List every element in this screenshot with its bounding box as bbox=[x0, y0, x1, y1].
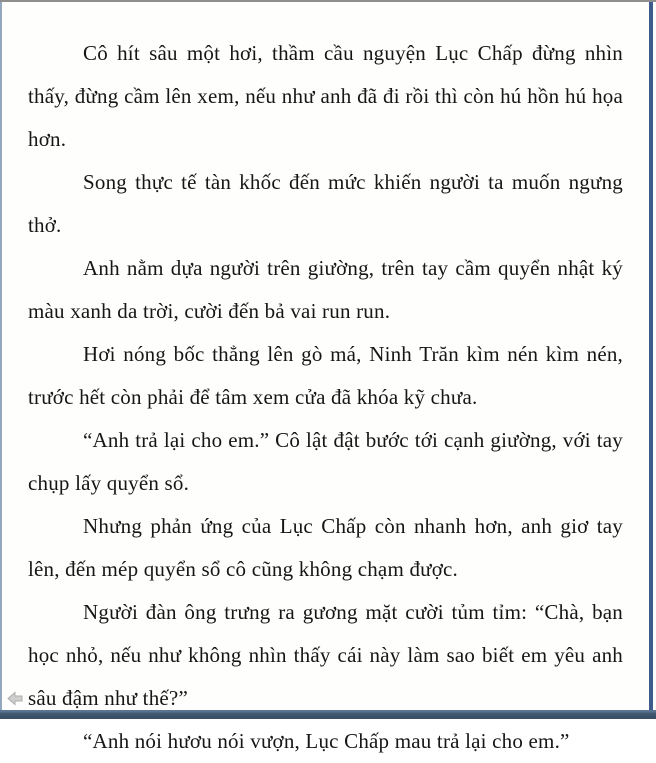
paragraph: Hơi nóng bốc thẳng lên gò má, Ninh Trăn kìm nén kìm nén, trước hết còn phải để tâm xem cửa đã khóa kỹ chưa. bbox=[28, 342, 623, 409]
frame-right-border bbox=[649, 2, 653, 710]
paragraph: Nhưng phản ứng của Lục Chấp còn nhanh hơn, anh giơ tay lên, đến mép quyển sổ cô cũng không chạm được. bbox=[28, 514, 623, 581]
back-arrow-icon[interactable] bbox=[7, 691, 24, 706]
paragraph: Người đàn ông trưng ra gương mặt cười tủm tỉm: “Chà, bạn học nhỏ, nếu như không nhìn thấy cái này làm sao biết em yêu anh sâu đậm như thế?” bbox=[28, 600, 623, 710]
paragraph: “Anh trả lại cho em.” Cô lật đật bước tới cạnh giường, với tay chụp lấy quyển sổ. bbox=[28, 428, 623, 495]
paragraph: Song thực tế tàn khốc đến mức khiến người ta muốn ngưng thở. bbox=[28, 170, 623, 237]
paragraph: Cô hít sâu một hơi, thầm cầu nguyện Lục Chấp đừng nhìn thấy, đừng cầm lên xem, nếu như anh đã đi rồi thì còn hú hồn hú họa hơn. bbox=[28, 41, 623, 151]
paragraph: Anh nằm dựa người trên giường, trên tay cầm quyển nhật ký màu xanh da trời, cười đến bả vai run run. bbox=[28, 256, 623, 323]
document-body bbox=[2, 2, 649, 753]
paragraph: “Anh nói hươu nói vượn, Lục Chấp mau trả lại cho em.” bbox=[83, 729, 570, 753]
